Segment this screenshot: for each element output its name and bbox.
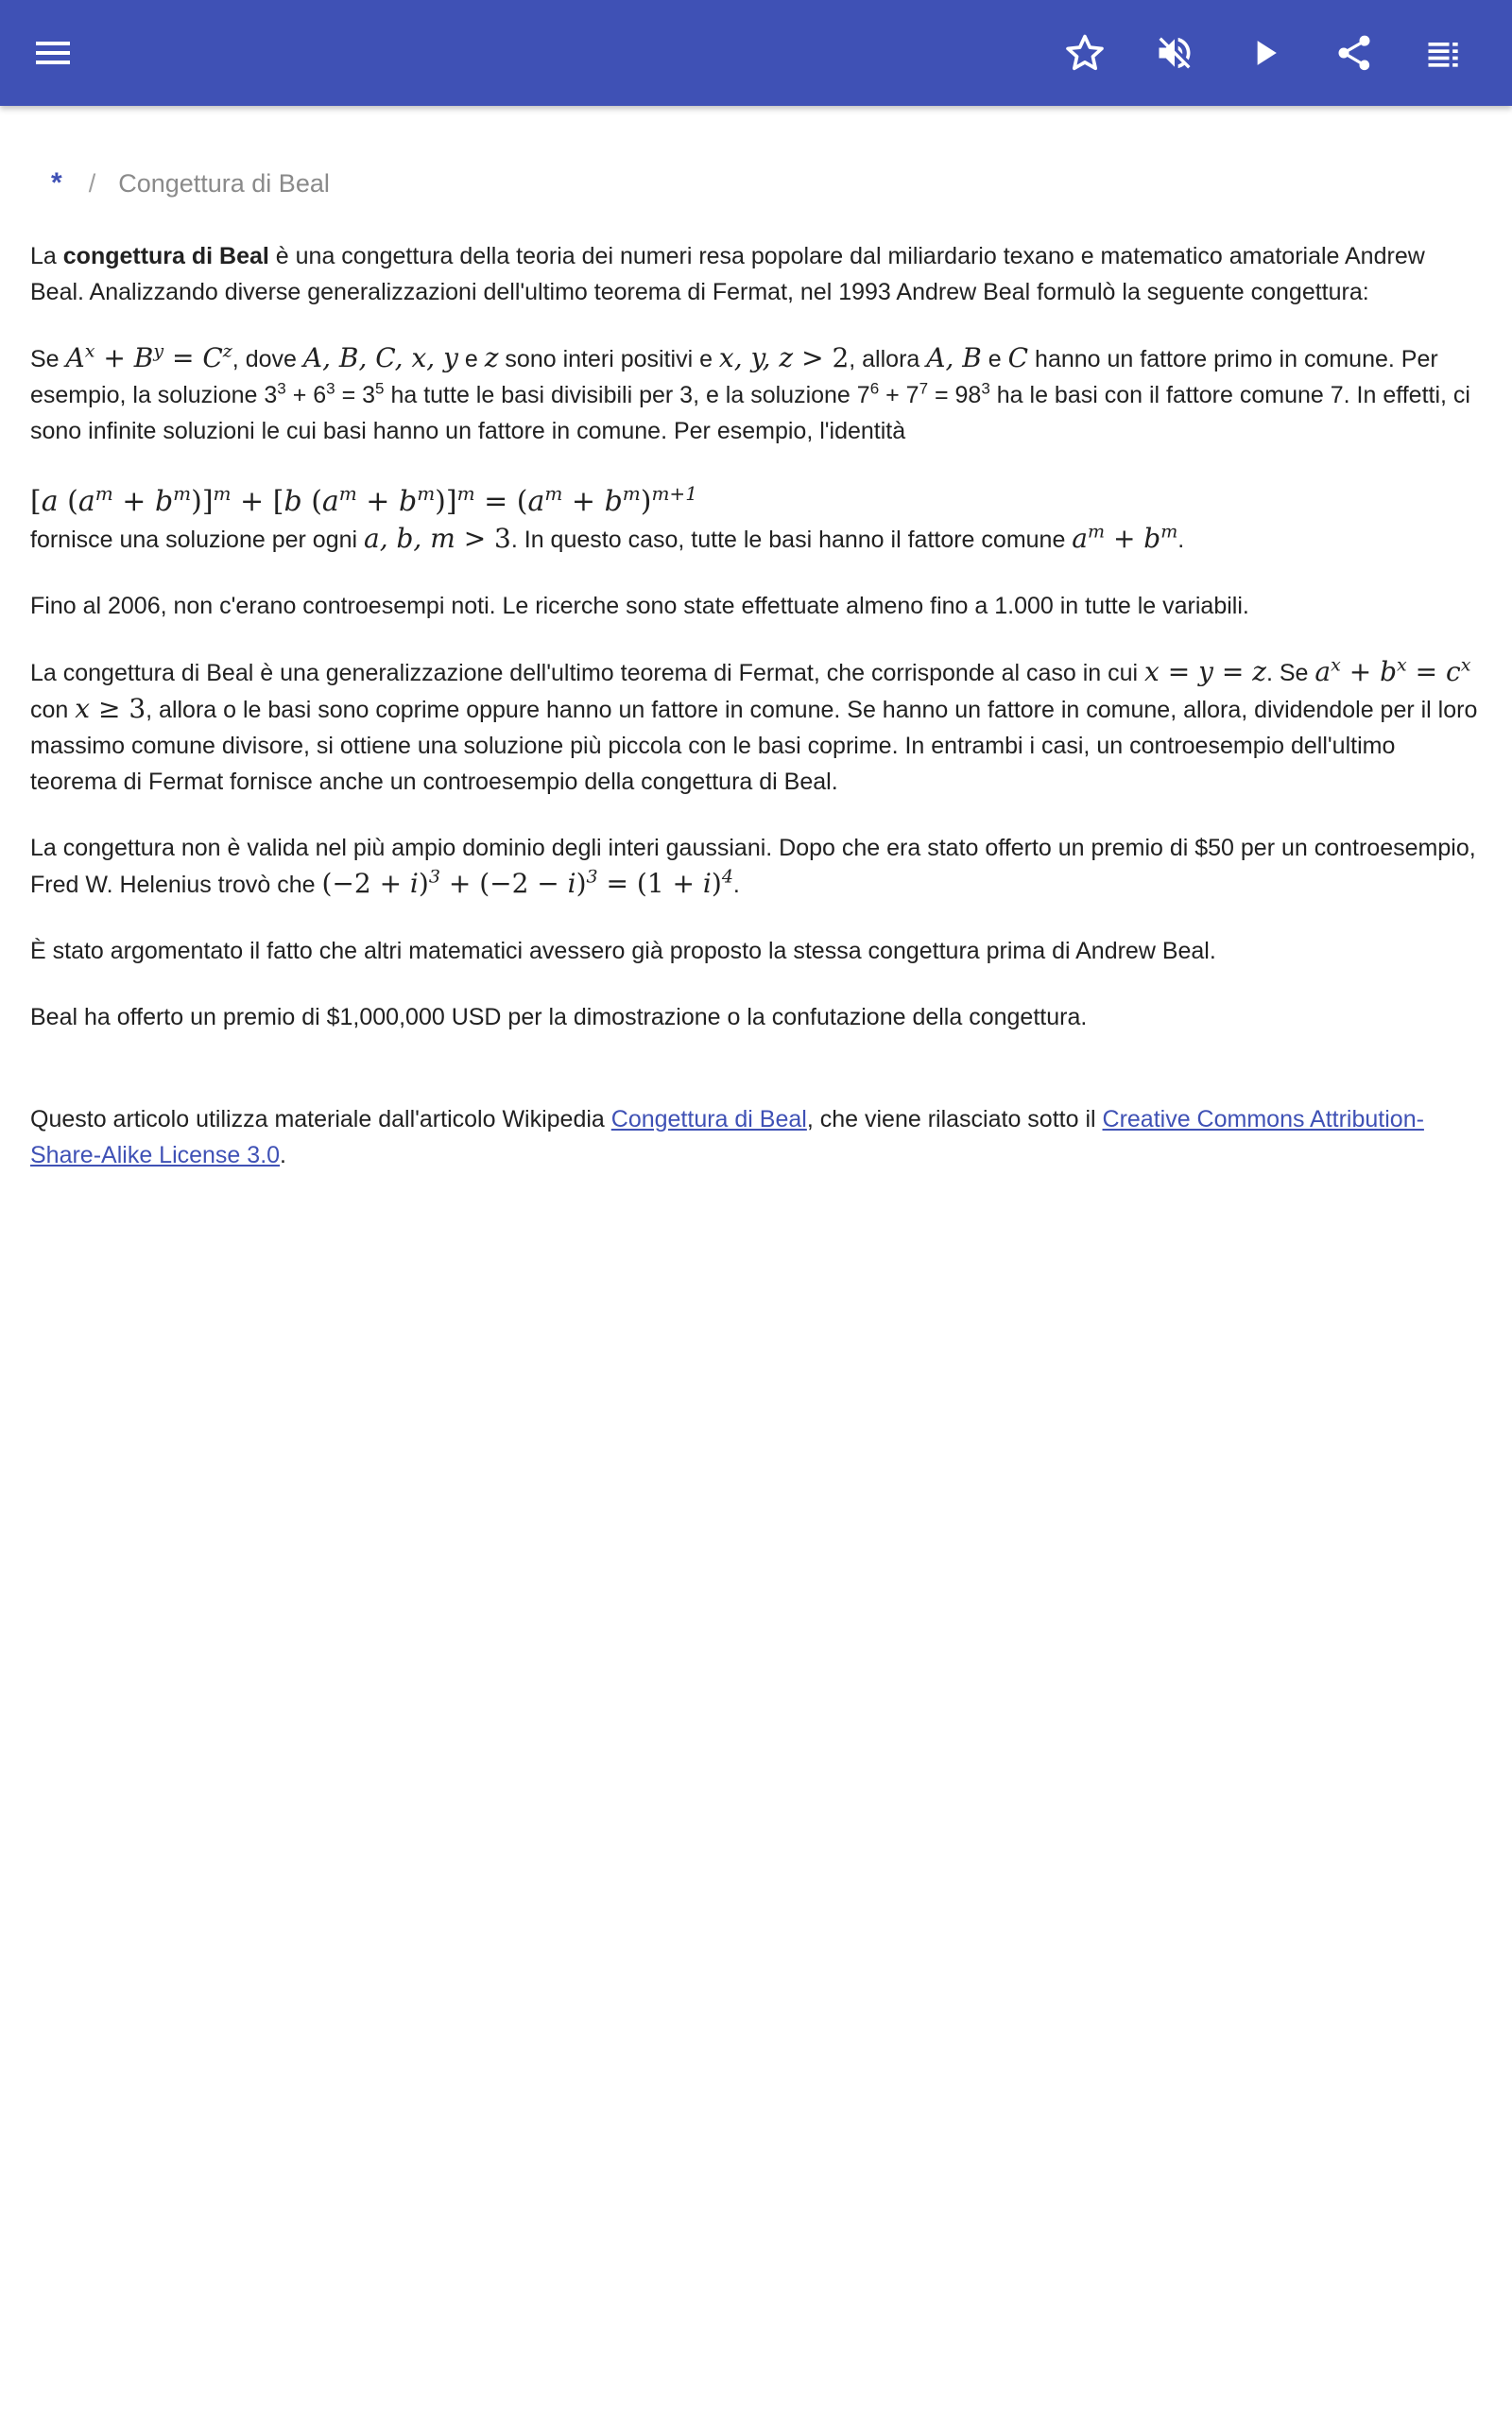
exponent: 3: [981, 379, 990, 398]
text-run: ha tutte le basi divisibili per 3, e la soluzione 7: [384, 382, 870, 408]
formula-fermat-equation: $a^x + b^x = c^x$: [1314, 654, 1471, 687]
formula-identity-display: [a $(a^m + b^m)]^m + [b$ $(a^m + b^m)]^m = (a^m + b^m)^{m+1}$: [30, 482, 697, 518]
exponent: 3: [326, 379, 335, 398]
article-paragraph-gaussian: [30, 830, 1482, 903]
playlist-icon: [1423, 32, 1465, 74]
text-run: fornisce una soluzione per ogni: [30, 527, 365, 553]
text-run: , allora o le basi sono coprime oppure hanno un fattore in comune. Se hanno un fattore in comune, allora, dividendole per il loro massimo comune divisore, si ottiene una soluzione più piccola con le basi coprime. In entrambi i casi, un controesempio dell'ultimo teorema di Fermat fornisce anche un controesempio della congettura di Beal.: [30, 697, 1478, 795]
formula-exponent-condition: x, y, z > 2: [718, 342, 850, 373]
favorite-button[interactable]: [1062, 26, 1108, 79]
formula-common-factor: $a^m + b^m$: [1072, 521, 1178, 554]
exponent: 6: [869, 379, 880, 398]
text-run: e: [981, 346, 1008, 372]
article-subject-bold: congettura di Beal: [62, 243, 269, 269]
contents-button[interactable]: [1421, 26, 1467, 79]
text-run: .: [1177, 527, 1185, 553]
formula-x-ge-3: x ≥ 3: [75, 693, 146, 724]
formula-beal-equation: $A^x + B^y = C^z$: [65, 340, 232, 373]
formula-variables: A, B, C, x, y: [302, 342, 458, 373]
text-run: . In questo caso, tutte le basi hanno il fattore comune: [510, 527, 1073, 553]
text-run: , che viene rilasciato sotto il: [806, 1106, 1103, 1132]
text-run: .: [280, 1142, 286, 1168]
article-paragraph-conjecture: [30, 340, 1482, 449]
license-link[interactable]: Creative Commons Attribution-Share-Alike License 3.0: [30, 1106, 1424, 1168]
text-run: La congettura non è valida nel più ampio dominio degli interi gaussiani. Dopo che era stato offerto un premio di $50 per un controesempio, Fred W. Helenius trovò che: [30, 835, 1476, 898]
text-run: + 7: [879, 382, 919, 408]
text-run: La congettura di Beal è una generalizzazione dell'ultimo teorema di Fermat, che corrisponde al caso in cui: [30, 660, 1145, 686]
text-run: = 98: [928, 382, 982, 408]
article-paragraph-intro: [30, 238, 1482, 310]
text-run: hanno un fattore primo in comune. Per esempio, la soluzione 3: [30, 346, 1438, 408]
breadcrumb: [30, 166, 1482, 200]
formula-x-y-z-equal: x = y = z: [1144, 656, 1266, 687]
text-run: , allora: [849, 346, 927, 372]
breadcrumb-current: Congettura di Beal: [118, 168, 330, 198]
article-paragraph-identity-note: [30, 521, 1482, 558]
share-icon: [1333, 32, 1375, 74]
formula-z: z: [484, 342, 499, 373]
play-button[interactable]: [1242, 26, 1287, 79]
exponent: 3: [277, 379, 286, 398]
text-run: sono interi positivi e: [498, 346, 719, 372]
text-run: Questo articolo utilizza materiale dall'articolo Wikipedia: [30, 1106, 611, 1132]
article-paragraph-prize: Beal ha offerto un premio di $1,000,000 USD per la dimostrazione o la confutazione della congettura.: [30, 1004, 1088, 1030]
text-run: .: [732, 872, 740, 898]
text-run: ha le basi con il fattore comune 7. In effetti, ci sono infinite soluzioni le cui basi hanno un fattore in comune. Per esempio, l'identità: [30, 382, 1470, 444]
text-run: , dove: [232, 346, 303, 372]
star-outline-icon: [1064, 32, 1106, 74]
app-bar: [0, 0, 1512, 106]
text-run: Se: [30, 346, 66, 372]
formula-condition-abm: a, b, m > 3: [364, 523, 511, 554]
article-paragraph-priority: È stato argomentato il fatto che altri matematici avessero già proposto la stessa congettura prima di Andrew Beal.: [30, 938, 1216, 964]
play-icon: [1244, 32, 1285, 74]
formula-c: C: [1007, 342, 1029, 373]
article-paragraph-fermat: [30, 654, 1482, 800]
text-run: con: [30, 697, 76, 723]
license-note: [30, 1101, 1482, 1173]
text-run: La: [30, 243, 63, 269]
volume-off-icon: [1154, 32, 1195, 74]
hamburger-menu-icon: [34, 39, 72, 67]
exponent: 7: [919, 379, 929, 398]
toolbar-actions: [1062, 26, 1467, 79]
text-run: = 3: [335, 382, 376, 408]
formula-bases: A, B: [926, 342, 982, 373]
text-run: + 6: [285, 382, 327, 408]
formula-gaussian-counterexample: $(-2 + i)^3 + (-2 - i)^3 = (1 + i)^4$: [321, 866, 733, 899]
text-run: e: [457, 346, 485, 372]
article-content: [30, 106, 1482, 1173]
article-paragraph-counterexamples: Fino al 2006, non c'erano controesempi noti. Le ricerche sono state effettuate almeno fino a 1.000 in tutte le variabili.: [30, 593, 1249, 619]
menu-button[interactable]: [30, 30, 76, 76]
share-button[interactable]: [1332, 26, 1377, 79]
wikipedia-article-link[interactable]: Congettura di Beal: [610, 1106, 807, 1132]
mute-button[interactable]: [1152, 26, 1197, 79]
breadcrumb-separator: /: [88, 168, 96, 198]
text-run: . Se: [1265, 660, 1315, 686]
breadcrumb-home-link[interactable]: *: [51, 167, 62, 199]
exponent: 5: [375, 379, 385, 398]
text-run: è una congettura della teoria dei numeri resa popolare dal miliardario texano e matematico amatoriale Andrew Beal. Analizzando diverse generalizzazioni dell'ultimo teorema di Fermat, nel 1993 Andrew Beal formulò la seguente congettura:: [30, 243, 1425, 305]
